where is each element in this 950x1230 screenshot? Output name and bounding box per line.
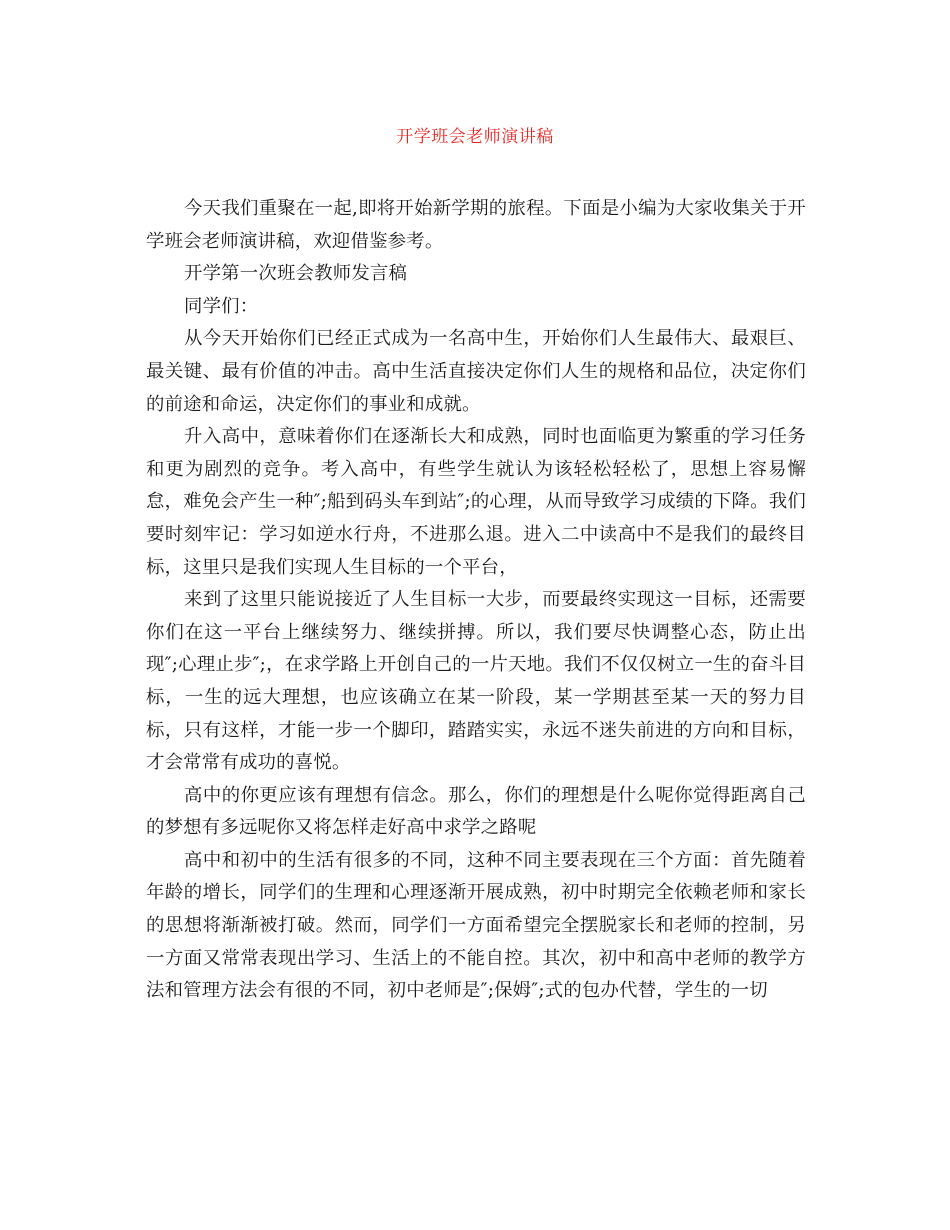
- document-body: [146, 193, 806, 1008]
- paragraph-body-5: 高中和初中的生活有很多的不同，这种不同主要表现在三个方面：首先随着年龄的增长，同学们的生理和心理逐渐开展成熟，初中时期完全依赖老师和家长的思想将渐渐被打破。然而，同学们一方面希望完全摆脱家长和老师的控制，另一方面又常常表现出学习、生活上的不能自控。其次，初中和高中老师的教学方法和管理方法会有很的不同，初中老师是″;保姆″;式的包办代替，学生的一切: [146, 849, 806, 1002]
- paragraph-salutation: 同学们：: [184, 295, 259, 317]
- paragraph-intro: 今天我们重聚在一起,即将开始新学期的旅程。下面是小编为大家收集关于开学班会老师演讲稿，欢迎借鉴参考。: [146, 198, 806, 252]
- paragraph-body-2: 升入高中，意味着你们在逐渐长大和成熟，同时也面临更为繁重的学习任务和更为剧烈的竞争。考入高中，有些学生就认为该轻松轻松了，思想上容易懈怠，难免会产生一种″;船到码头车到站″;的心理，从而导致学习成绩的下降。我们要时刻牢记：学习如逆水行舟，不进那么退。进入二中读高中不是我们的最终目标，这里只是我们实现人生目标的一个平台，: [146, 426, 806, 578]
- paragraph-body-4: 高中的你更应该有理想有信念。那么，你们的理想是什么呢你觉得距离自己的梦想有多远呢你又将怎样走好高中求学之路呢: [146, 784, 806, 839]
- paragraph-body-1: 从今天开始你们已经正式成为一名高中生，开始你们人生最伟大、最艰巨、最关键、最有价值的冲击。高中生活直接决定你们人生的规格和品位，决定你们的前途和命运，决定你们的事业和成就。: [146, 328, 806, 415]
- document-title: 开学班会老师演讲稿: [396, 127, 554, 147]
- paragraph-body-3: 来到了这里只能说接近了人生目标一大步，而要最终实现这一目标，还需要你们在这一平台上继续努力、继续拼搏。所以，我们要尽快调整心态，防止出现″;心理止步″;，在求学路上开创自己的一片天地。我们不仅仅树立一生的奋斗目标，一生的远大理想，也应该确立在某一阶段，某一学期甚至某一天的努力目标，只有这样，才能一步一个脚印，踏踏实实，永远不迷失前进的方向和目标，才会常常有成功的喜悦。: [146, 589, 806, 774]
- paragraph-subtitle: 开学第一次班会教师发言稿: [184, 263, 408, 285]
